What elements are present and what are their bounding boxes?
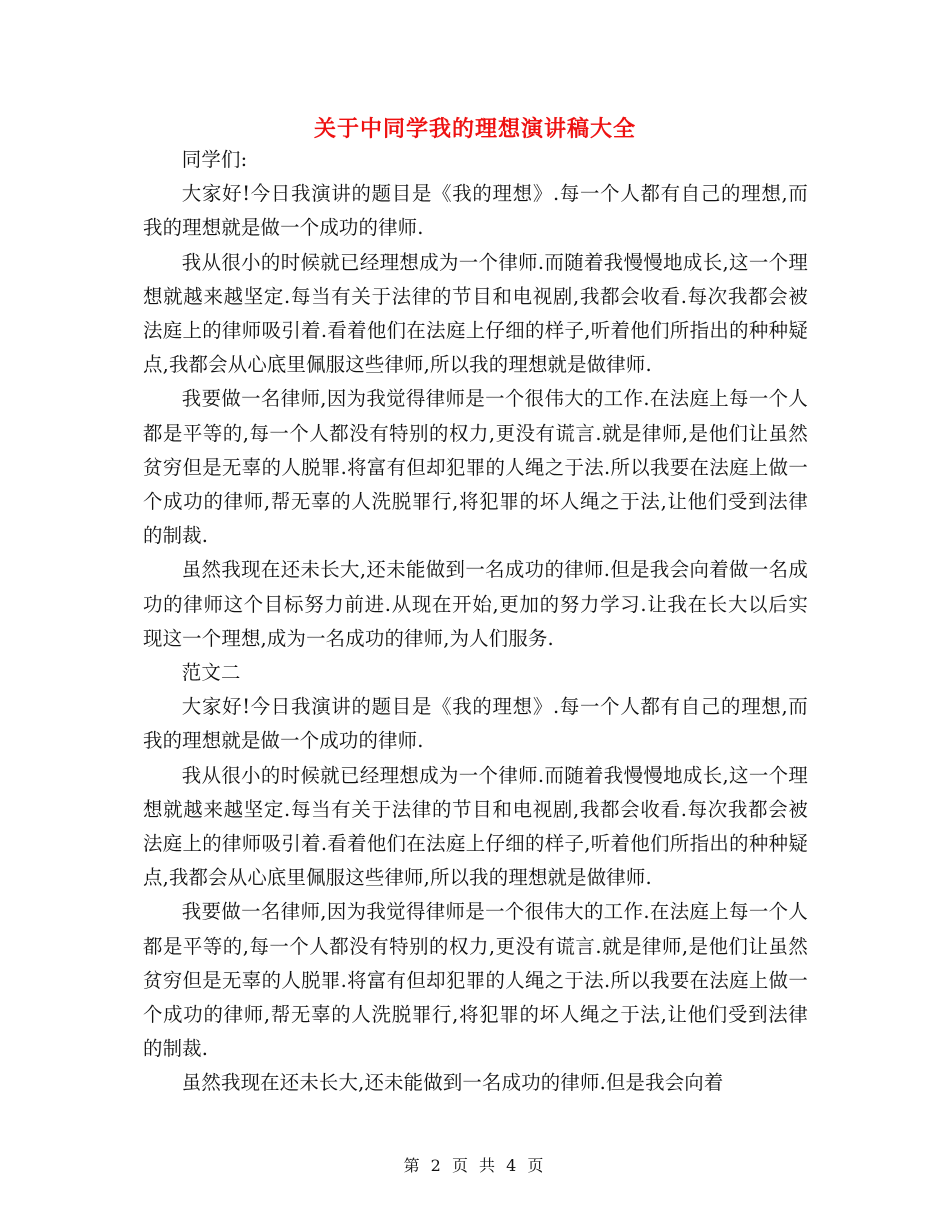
paragraph: 我从很小的时候就已经理想成为一个律师.而随着我慢慢地成长,这一个理想就越来越坚定.每当有关于法律的节目和电视剧,我都会收看.每次我都会被法庭上的律师吸引着.看着他们在法庭上仔细的样子,听着他们所指出的种种疑点,我都会从心底里佩服这些律师,所以我的理想就是做律师. — [143, 763, 808, 890]
paragraph: 我从很小的时候就已经理想成为一个律师.而随着我慢慢地成长,这一个理想就越来越坚定.每当有关于法律的节目和电视剧,我都会收看.每次我都会被法庭上的律师吸引着.看着他们在法庭上仔细的样子,听着他们所指出的种种疑点,我都会从心底里佩服这些律师,所以我的理想就是做律师. — [143, 250, 808, 377]
section-heading: 范文二 — [181, 661, 241, 685]
document-title: 关于中同学我的理想演讲稿大全 — [313, 117, 636, 142]
paragraph: 我要做一名律师,因为我觉得律师是一个很伟大的工作.在法庭上每一个人都是平等的,每一个人都没有特别的权力,更没有谎言.就是律师,是他们让虽然贫穷但是无辜的人脱罪.将富有但却犯罪的人绳之于法.所以我要在法庭上做一个成功的律师,帮无辜的人洗脱罪行,将犯罪的坏人绳之于法,让他们受到法律的制裁. — [143, 900, 808, 1061]
page-footer: 第 2 页 共 4 页 — [403, 1156, 547, 1175]
paragraph: 虽然我现在还未长大,还未能做到一名成功的律师.但是我会向着做一名成功的律师这个目标努力前进.从现在开始,更加的努力学习.让我在长大以后实现这一个理想,成为一名成功的律师,为人们服务. — [143, 558, 808, 650]
paragraph: 我要做一名律师,因为我觉得律师是一个很伟大的工作.在法庭上每一个人都是平等的,每一个人都没有特别的权力,更没有谎言.就是律师,是他们让虽然贫穷但是无辜的人脱罪.将富有但却犯罪的人绳之于法.所以我要在法庭上做一个成功的律师,帮无辜的人洗脱罪行,将犯罪的坏人绳之于法,让他们受到法律的制裁. — [143, 387, 808, 548]
paragraph-salutation: 同学们: — [181, 148, 248, 171]
paragraph: 大家好!今日我演讲的题目是《我的理想》.每一个人都有自己的理想,而我的理想就是做一个成功的律师. — [143, 182, 808, 240]
paragraph: 大家好!今日我演讲的题目是《我的理想》.每一个人都有自己的理想,而我的理想就是做一个成功的律师. — [143, 695, 808, 753]
paragraph: 虽然我现在还未长大,还未能做到一名成功的律师.但是我会向着 — [181, 1071, 724, 1095]
document-body — [143, 143, 808, 1101]
